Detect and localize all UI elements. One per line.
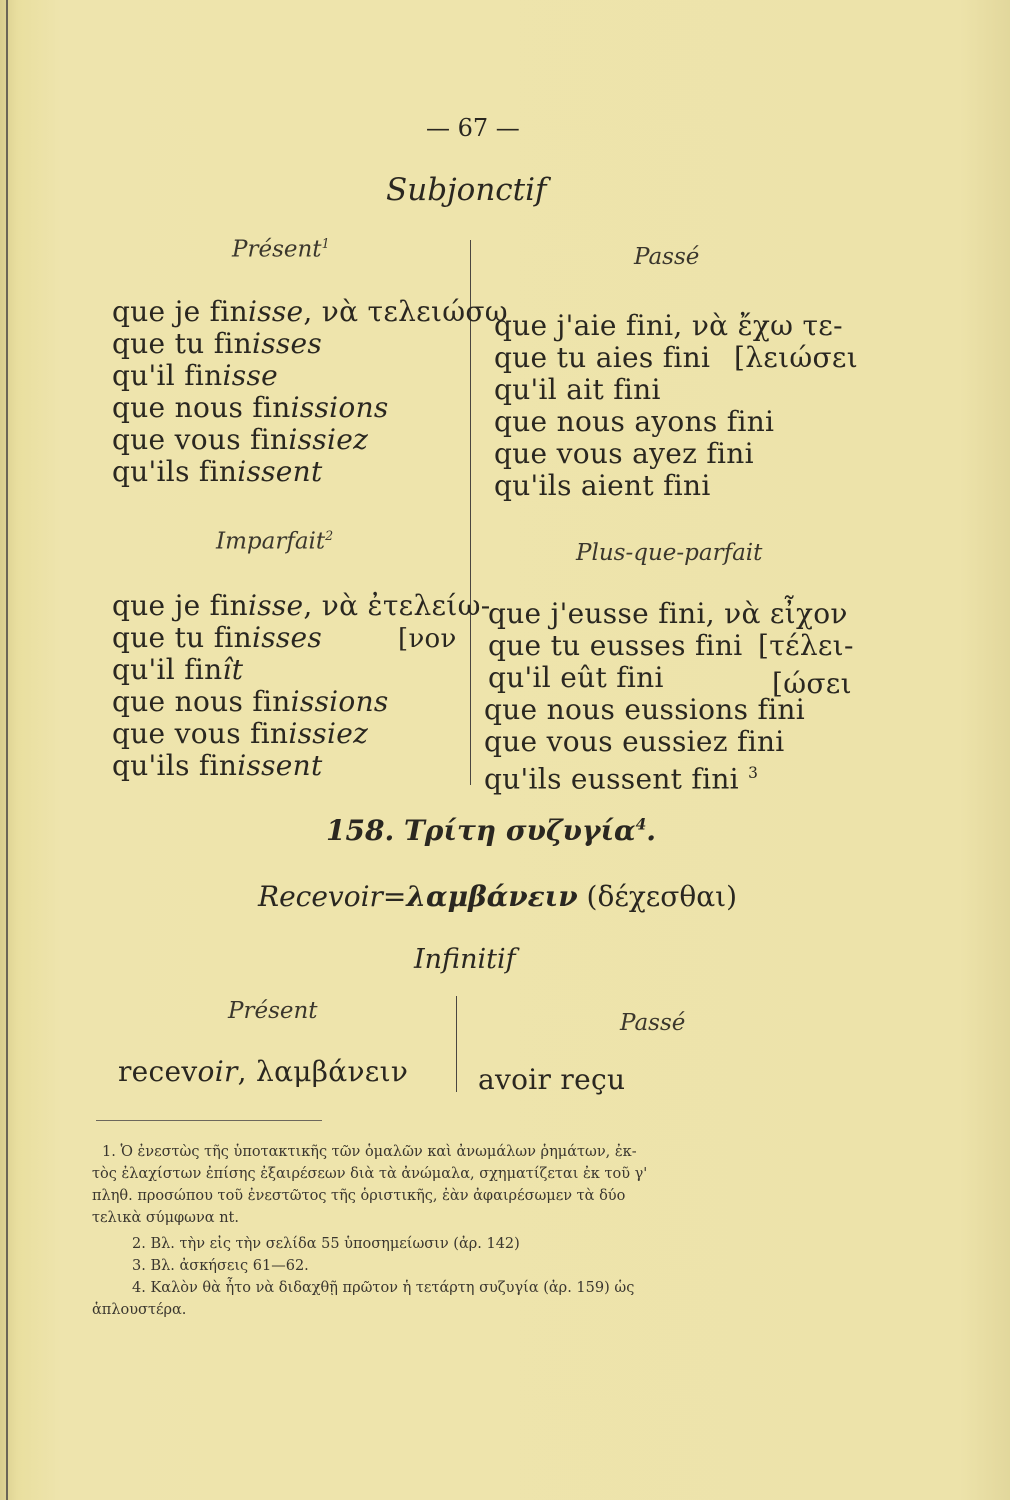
conjugation-continuation: [νον <box>398 624 457 654</box>
infinitif-passe-value: avoir reçu <box>478 1063 626 1096</box>
footnote-line: 3. Βλ. ἀσκήσεις 61—62. <box>132 1258 309 1274</box>
infinitif-divider <box>456 996 457 1092</box>
conjugation-row: que vous eussiez fini <box>484 725 785 758</box>
page-number: — 67 — <box>426 114 520 142</box>
conjugation-row: que je finisse, νὰ τελειώσω <box>112 295 508 328</box>
tense-heading-plus-que-parfait: Plus-que-parfait <box>576 540 763 566</box>
footnote-line: πληθ. προσώπου τοῦ ἐνεστῶτος τῆς ὁριστικῆς, ἐὰν ἀφαιρέσωμεν τὰ δύο <box>92 1188 626 1204</box>
conjugation-row: qu'ils finissent <box>112 455 323 488</box>
tense-heading-imparfait: Imparfait$^2$ <box>216 528 334 555</box>
conjugation-row: qu'ils aient fini <box>494 469 711 502</box>
conjugation-row: que tu finisses <box>112 327 323 360</box>
footnote-line: 2. Βλ. τὴν εἰς τὴν σελίδα 55 ὑποσημείωσιν (ἀρ. 142) <box>132 1236 520 1252</box>
infinitif-passe-heading: Passé <box>620 1010 686 1036</box>
verb-definition: Recevoir=λαμβάνειν (δέχεσθαι) <box>258 880 738 913</box>
conjugation-row: que vous finissiez <box>112 423 369 456</box>
conjugation-row: qu'il ait fini <box>494 373 661 406</box>
conjugation-row: qu'ils finissent <box>112 749 323 782</box>
infinitif-title: Infinitif <box>414 944 516 975</box>
conjugation-row: que j'eusse fini, νὰ εἶχον <box>488 597 848 630</box>
infinitif-present-heading: Présent <box>228 998 318 1024</box>
conjugation-row: que j'aie fini, νὰ ἔχω τε- <box>494 309 843 342</box>
conjugation-row: que vous finissiez <box>112 717 369 750</box>
conjugation-row: que tu finisses <box>112 621 323 654</box>
tense-heading-present: Présent$^1$ <box>232 236 330 263</box>
conjugation-row: que nous ayons fini <box>494 405 775 438</box>
conjugation-continuation: [τέλει- <box>758 629 854 662</box>
footnote-line: τελικὰ σύμφωνα nt. <box>92 1210 239 1226</box>
infinitif-present-value: recevoir, λαμβάνειν <box>118 1055 409 1088</box>
conjugation-row: que je finisse, νὰ ἐτελείω- <box>112 589 491 622</box>
footnote-line: 4. Καλὸν θὰ ἦτο νὰ διδαχθῇ πρῶτον ἡ τετάρτη συζυγία (ἀρ. 159) ὡς <box>132 1280 635 1296</box>
mood-title: Subjonctif <box>386 172 547 208</box>
tense-heading-passe: Passé <box>634 244 700 270</box>
footnote-line: 1. Ὁ ἐνεστὼς τῆς ὑποτακτικῆς τῶν ὁμαλῶν καὶ ἀνωμάλων ῥημάτων, ἐκ- <box>102 1144 637 1160</box>
conjugation-row: qu'il finît <box>112 653 244 686</box>
conjugation-row: que tu aies fini <box>494 341 711 374</box>
conjugation-row: qu'ils eussent fini $^3$ <box>484 762 759 796</box>
conjugation-continuation: [λειώσει <box>734 341 858 374</box>
binding-edge <box>6 0 8 1500</box>
conjugation-row: que nous finissions <box>112 685 389 718</box>
conjugation-row: que vous ayez fini <box>494 437 754 470</box>
conjugation-continuation: [ώσει <box>772 667 852 700</box>
footnote-line: ἁπλουστέρα. <box>92 1302 187 1318</box>
conjugation-row: que nous finissions <box>112 391 389 424</box>
conjugation-row: que nous eussions fini <box>484 693 805 726</box>
conjugation-row: qu'il eût fini <box>488 661 664 694</box>
section-heading: 158. Τρίτη συζυγία$^4$. <box>326 814 657 847</box>
footnote-rule <box>96 1120 322 1121</box>
conjugation-row: que tu eusses fini <box>488 629 743 662</box>
footnote-line: τὸς ἐλαχίστων ἐπίσης ἐξαιρέσεων διὰ τὰ ἀνώμαλα, σχηματίζεται ἐκ τοῦ γ' <box>92 1166 648 1182</box>
conjugation-row: qu'il finisse <box>112 359 278 392</box>
